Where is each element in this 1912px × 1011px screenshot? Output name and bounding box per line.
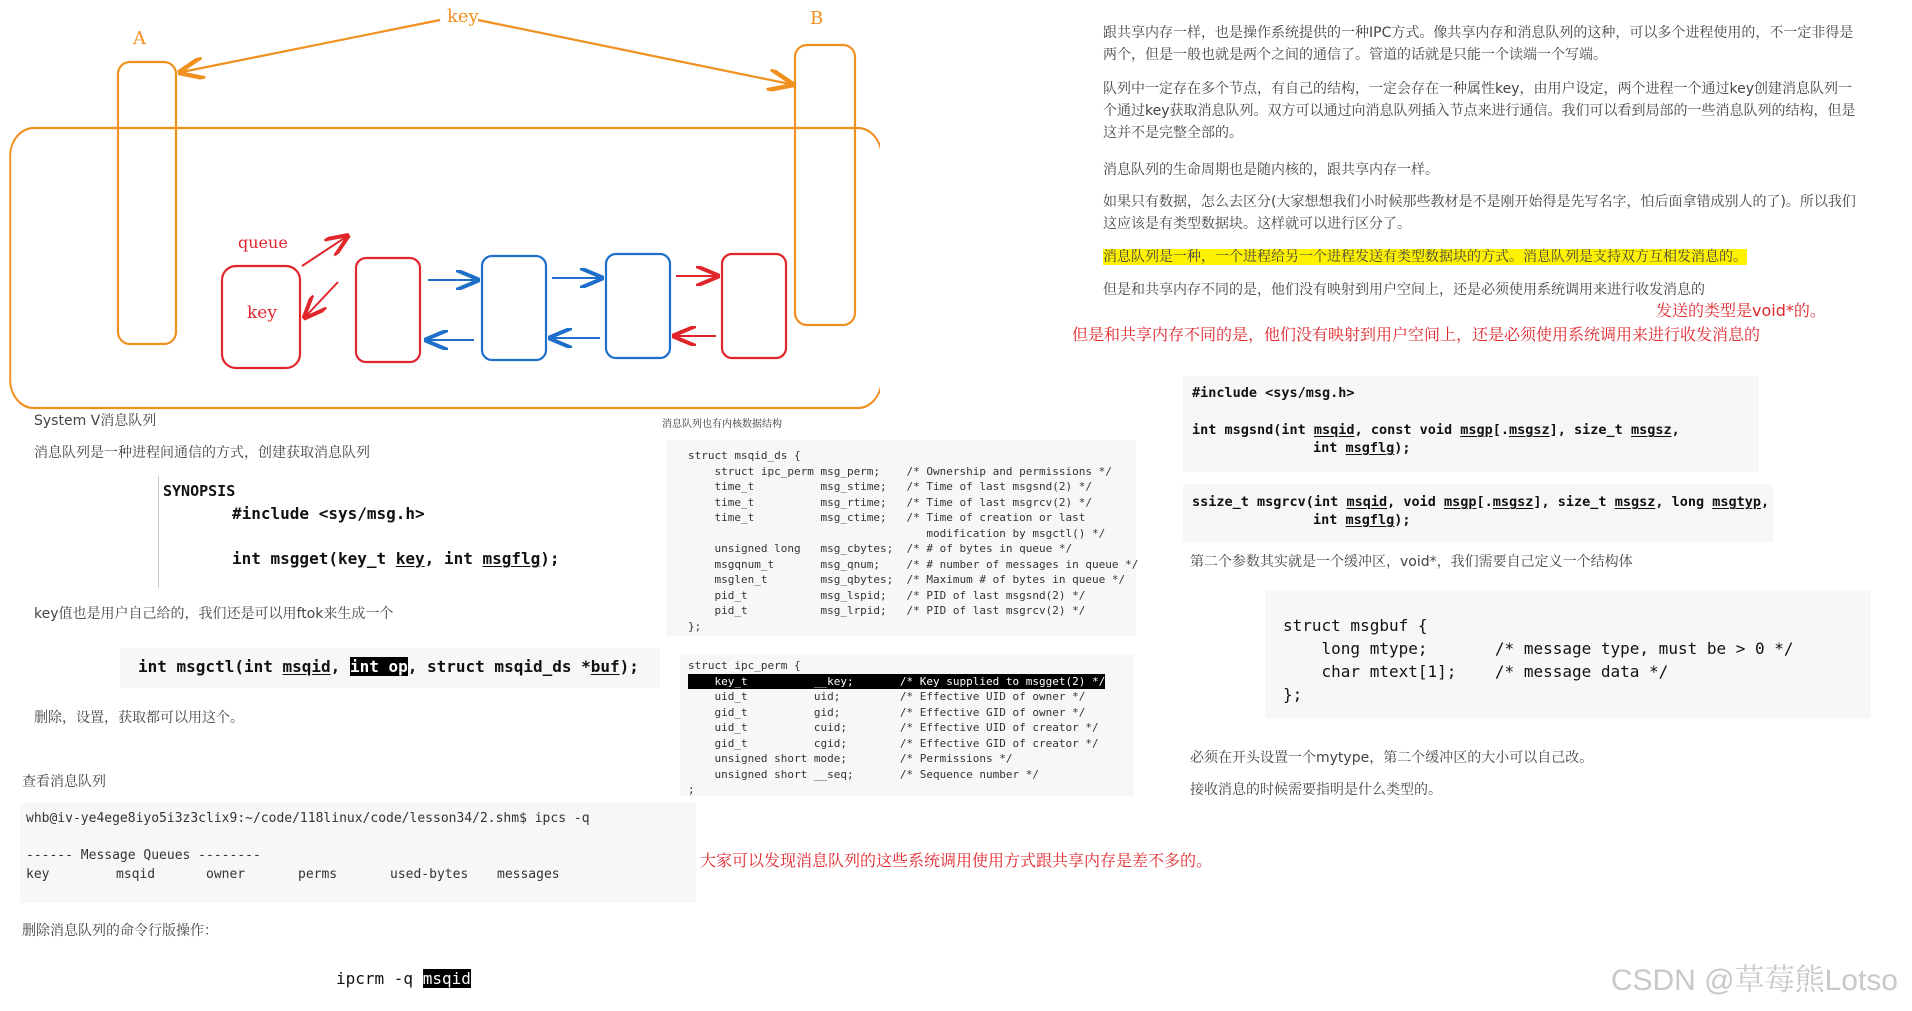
code-line-highlighted: key_t __key; /* Key supplied to msgget(2) */ [688,674,1106,688]
msgrcv-box [1183,484,1773,542]
terminal-col-used-bytes: used-bytes [390,867,469,882]
code-line: ; [688,783,695,796]
msgctl-signature: int msgctl(int msqid, int op, struct msqid_ds *buf); [138,657,639,676]
para-5-highlight: 消息队列是一种，一个进程给另一个进程发送有类型数据块的方式。消息队列是支持双方互相发消息的。 [1103,249,1747,265]
key-arrow-to-a [182,20,440,72]
msqid-ds-code [688,448,1138,634]
code-line: pid_t msg_lrpid; /* PID of last msgrcv(2) */ [688,604,1086,617]
code-line: struct msqid_ds { [688,449,801,462]
code-line: gid_t gid; /* Effective GID of owner */ [688,705,1086,719]
kernel-struct-caption: 消息队列也有内核数据结构 [662,419,782,430]
msgsnd-line-2: int msgflg); [1313,440,1411,456]
code-line: struct ipc_perm msg_perm; /* Ownership and permissions */ [688,464,1112,478]
msgbuf-code [1283,614,1794,706]
code-line: struct ipc_perm { [688,659,801,672]
msgrcv-line-2: int msgflg); [1313,512,1411,528]
process-b-box [795,45,855,325]
queue-node-3 [606,254,670,358]
process-a-label: A [133,28,146,49]
synopsis-divider [158,476,159,588]
code-line: modification by msgctl() */ [688,526,1106,540]
code-line: pid_t msg_lspid; /* PID of last msgsnd(2) */ [688,588,1086,602]
bottom-red-note: 大家可以发现消息队列的这些系统调用使用方式跟共享内存是差不多的。 [700,851,1213,870]
code-line: msglen_t msg_qbytes; /* Maximum # of bytes in queue */ [688,573,1126,586]
code-line: unsigned short mode; /* Permissions */ [688,752,1013,765]
terminal-col-key: key [26,867,50,882]
queue-arrow-up [302,237,346,266]
code-line: uid_t uid; /* Effective UID of owner */ [688,690,1086,703]
code-line: uid_t cuid; /* Effective UID of creator */ [688,721,1099,734]
code-line: unsigned short __seq; /* Sequence number */ [688,767,1039,781]
synopsis-include: #include <sys/msg.h> [232,504,425,523]
key-node-label: key [247,303,277,323]
synopsis-title: SYNOPSIS [163,482,236,500]
receive-note: 接收消息的时候需要指明是什么类型的。 [1190,782,1442,798]
code-line: struct msgbuf { [1283,616,1428,635]
process-b-label: B [810,8,824,29]
include-line: #include <sys/msg.h> [1192,385,1355,401]
mytype-note: 必须在开头设置一个mytype，第二个缓冲区的大小可以自己改。 [1190,750,1594,766]
key-note: key值也是用户自己给的，我们还是可以用ftok来生成一个 [34,606,394,622]
code-line: time_t msg_stime; /* Time of last msgsnd(2) */ [688,480,1092,493]
terminal-col-perms: perms [298,867,338,882]
terminal-header: ------ Message Queues -------- [26,848,261,863]
queue-arrow-down [306,282,338,316]
terminal-col-owner: owner [206,867,246,882]
queue-node-4 [722,254,786,358]
syscall-red-note: 但是和共享内存不同的是，他们没有映射到用户空间上，还是必须使用系统调用来进行收发消息的 [1072,325,1761,344]
csdn-watermark: CSDN @草莓熊Lotso [1610,964,1898,997]
ipcrm-command: ipcrm -q msqid [336,969,471,988]
process-a-box [118,62,176,344]
code-line: time_t msg_ctime; /* Time of creation or last [688,511,1086,524]
code-line: time_t msg_rtime; /* Time of last msgrcv(2) */ [688,495,1092,509]
key-arrow-to-b [478,20,790,84]
msgsnd-line-1: int msgsnd(int msqid, const void msgp[.msgsz], size_t msgsz, [1192,422,1680,438]
msgctl-note: 删除，设置，获取都可以用这个。 [34,710,244,726]
terminal-col-msqid: msqid [116,867,156,882]
buffer-note: 第二个参数其实就是一个缓冲区，void*，我们需要自己定义一个结构体 [1190,554,1633,570]
delete-title: 删除消息队列的命令行版操作： [22,923,218,939]
para-3: 消息队列的生命周期也是随内核的，跟共享内存一样。 [1103,162,1439,178]
code-line: }; [688,619,702,633]
section-title: System V消息队列 [34,413,157,429]
msgrcv-line-1: ssize_t msgrcv(int msqid, void msgp[.msgsz], size_t msgsz, long msgtyp, [1192,494,1770,510]
code-line: }; [1283,685,1303,704]
code-line: char mtext[1]; /* message data */ [1283,662,1669,681]
kernel-region [10,128,880,408]
para-2: 队列中一定存在多个节点，有自己的结构，一定会存在一种属性key，由用户设定，两个进程一个通过key创建消息队列一个通过key获取消息队列。双方可以通过向消息队列插入节点来进行通信。我们可以看到局部的一些消息队列的结构，但是这并不是完整全部的。 [1103,81,1856,141]
ipc-perm-code [688,658,1105,798]
queue-label: queue [238,233,288,252]
msgget-signature: int msgget(key_t key, int msgflg); [232,549,560,568]
code-line: long mtype; /* message type, must be > 0 */ [1283,639,1794,658]
code-line: gid_t cgid; /* Effective GID of creator */ [688,736,1099,750]
para-6: 但是和共享内存不同的是，他们没有映射到用户空间上，还是必须使用系统调用来进行收发消息的 [1103,282,1705,298]
key-label: key [447,6,479,27]
void-type-note: 发送的类型是void*的。 [1656,301,1826,320]
code-line: msgqnum_t msg_qnum; /* # number of messages in queue */ [688,557,1139,571]
intro-text: 消息队列是一种进程间通信的方式，创建获取消息队列 [34,445,370,461]
queue-node-2 [482,256,546,360]
queue-node-1 [356,258,420,362]
para-4: 如果只有数据，怎么去区分(大家想想我们小时候那些教材是不是刚开始得是先写名字，怕后面拿错成别人的了)。所以我们这应该是有类型数据块。这样就可以进行区分了。 [1103,194,1856,232]
terminal-prompt: whb@iv-ye4ege8iyo5i3z3clix9:~/code/118linux/code/lesson34/2.shm$ ipcs -q [26,811,590,826]
para-1: 跟共享内存一样，也是操作系统提供的一种IPC方式。像共享内存和消息队列的这种，可以多个进程使用的，不一定非得是两个，但是一般也就是两个之间的通信了。管道的话就是只能一个读端一个写端。 [1103,25,1854,63]
terminal-col-messages: messages [497,867,560,882]
view-queue-title: 查看消息队列 [22,774,106,790]
code-line: unsigned long msg_cbytes; /* # of bytes in queue */ [688,542,1073,555]
ipc-diagram [0,0,880,420]
